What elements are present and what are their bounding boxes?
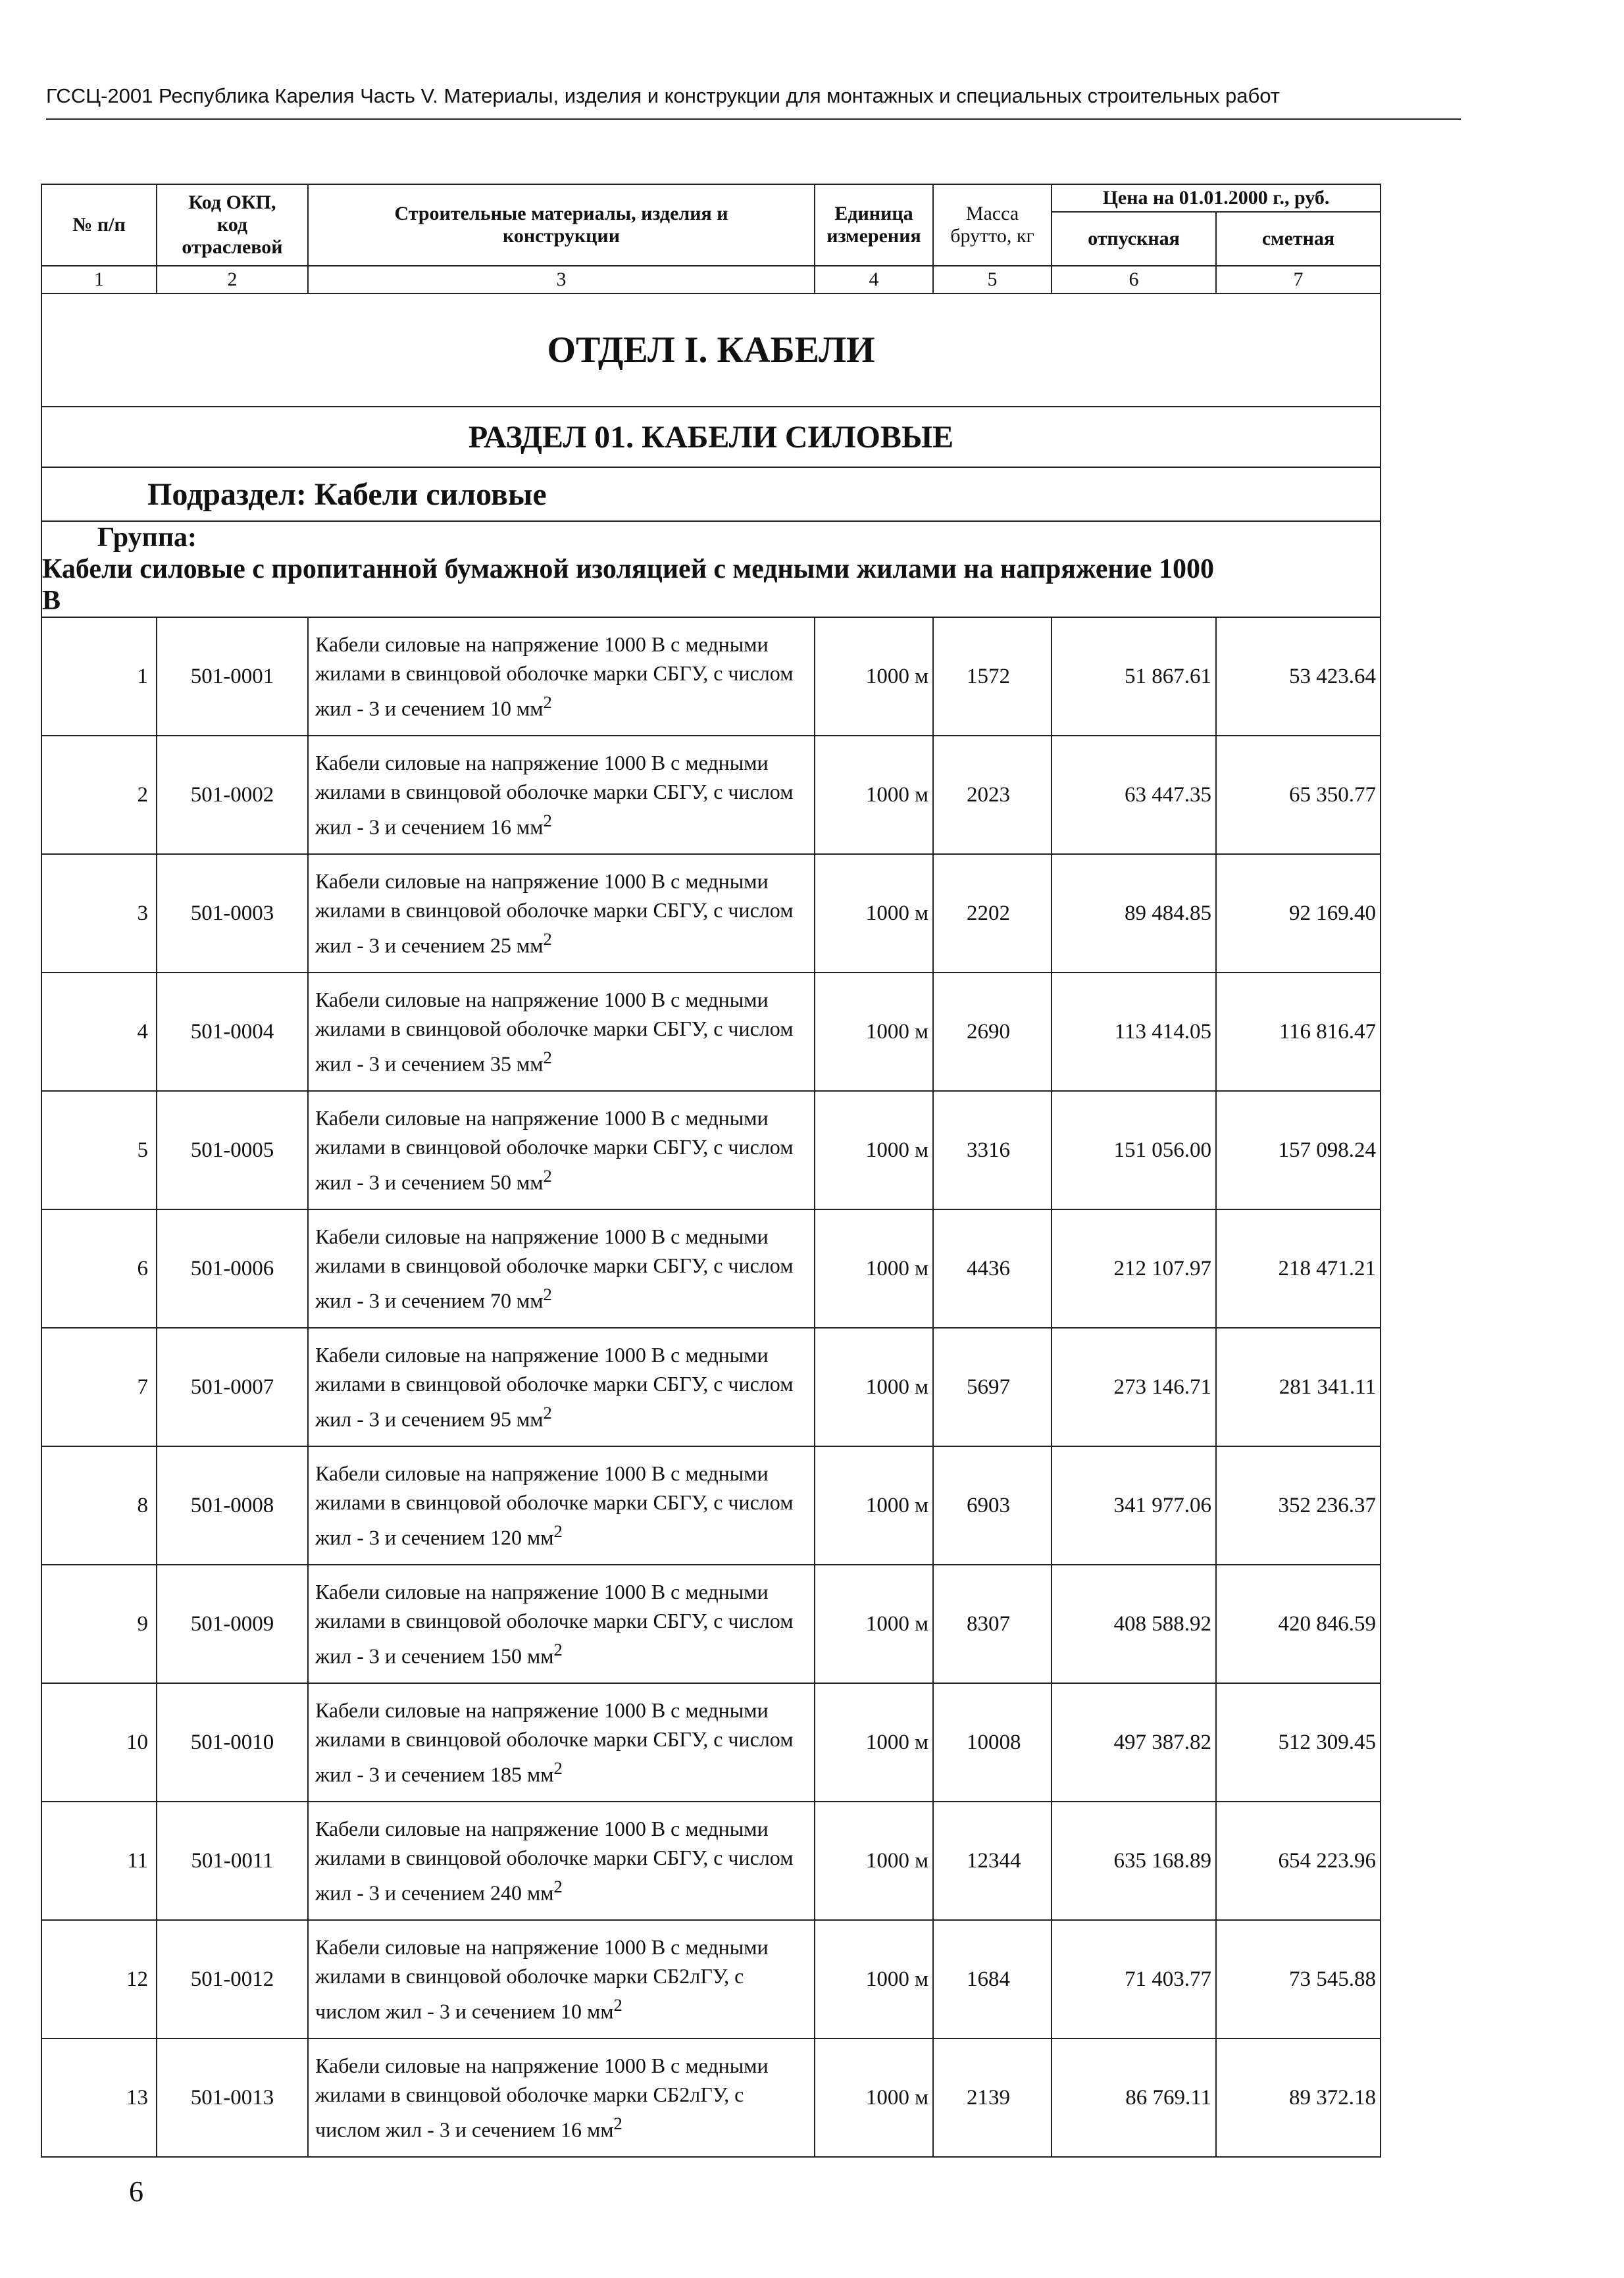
row-price-release <box>1052 1091 1216 1209</box>
row-unit-text: 1000 м <box>865 2085 928 2110</box>
row-name-superscript: 2 <box>553 1640 563 1660</box>
row-name-text: Кабели силовые на напряжение 1000 В с медными жилами в свинцовой оболочке марки СБГУ, с числом жил - 3 и сечением 25 мм <box>315 869 794 957</box>
header-price-release: отпускная <box>1052 212 1216 266</box>
row-price-estimate <box>1216 1802 1381 1920</box>
row-price-release-text: 341 977.06 <box>1113 1493 1211 1517</box>
row-unit-text: 1000 м <box>865 1848 928 1873</box>
row-price-estimate <box>1216 617 1381 736</box>
row-price-estimate <box>1216 854 1381 973</box>
row-name-superscript: 2 <box>543 929 552 949</box>
row-price-release <box>1052 736 1216 854</box>
row-number <box>41 2038 157 2157</box>
table-row <box>41 973 1381 1091</box>
row-mass-text: 6903 <box>967 1493 1010 1517</box>
row-price-estimate-text: 53 423.64 <box>1289 664 1377 688</box>
row-number-text: 11 <box>127 1848 148 1873</box>
row-unit <box>815 1683 933 1802</box>
column-number: 7 <box>1216 266 1381 293</box>
row-mass <box>933 1446 1052 1565</box>
row-code-text: 501-0005 <box>190 1138 274 1162</box>
column-number: 6 <box>1052 266 1216 293</box>
row-name-text: Кабели силовые на напряжение 1000 В с медными жилами в свинцовой оболочке марки СБГУ, с числом жил - 3 и сечением 95 мм <box>315 1343 794 1431</box>
row-price-release-text: 71 403.77 <box>1125 1967 1211 1991</box>
row-code-text: 501-0012 <box>190 1967 274 1991</box>
header-code <box>157 184 308 266</box>
row-unit <box>815 854 933 973</box>
row-code <box>157 1565 308 1683</box>
row-price-release <box>1052 1446 1216 1565</box>
row-mass <box>933 2038 1052 2157</box>
row-code <box>157 854 308 973</box>
row-name-superscript: 2 <box>543 1403 552 1423</box>
row-code-text: 501-0001 <box>190 664 274 688</box>
row-number-text: 10 <box>126 1730 148 1754</box>
row-unit <box>815 1802 933 1920</box>
header-num: № п/п <box>41 184 157 266</box>
row-price-release-text: 151 056.00 <box>1113 1138 1211 1162</box>
row-mass <box>933 1920 1052 2038</box>
table-row <box>41 1920 1381 2038</box>
row-price-release-text: 408 588.92 <box>1113 1611 1211 1636</box>
row-price-estimate-text: 654 223.96 <box>1278 1848 1377 1873</box>
row-number <box>41 1683 157 1802</box>
row-unit-text: 1000 м <box>865 1967 928 1991</box>
table-row <box>41 854 1381 973</box>
row-mass-text: 5697 <box>967 1375 1010 1399</box>
row-unit-text: 1000 м <box>865 1611 928 1636</box>
row-code-text: 501-0008 <box>190 1493 274 1517</box>
row-name <box>308 854 815 973</box>
row-price-release-text: 273 146.71 <box>1113 1375 1211 1399</box>
row-number-text: 12 <box>126 1967 148 1991</box>
row-mass <box>933 1802 1052 1920</box>
row-number <box>41 736 157 854</box>
row-number <box>41 1920 157 2038</box>
row-name <box>308 1683 815 1802</box>
row-mass <box>933 736 1052 854</box>
row-name <box>308 617 815 736</box>
row-name-text: Кабели силовые на напряжение 1000 В с медными жилами в свинцовой оболочке марки СБГУ, с числом жил - 3 и сечением 50 мм <box>315 1106 794 1194</box>
row-mass-text: 2690 <box>967 1019 1010 1044</box>
row-price-release <box>1052 854 1216 973</box>
table-row <box>41 1802 1381 1920</box>
running-header: ГССЦ-2001 Республика Карелия Часть V. Материалы, изделия и конструкции для монтажных и специальных строительных работ <box>46 84 1280 107</box>
row-name-text: Кабели силовые на напряжение 1000 В с медными жилами в свинцовой оболочке марки СБ2лГУ, с числом жил - 3 и сечением 16 мм <box>315 2054 769 2142</box>
row-number-text: 3 <box>137 901 148 925</box>
row-mass <box>933 617 1052 736</box>
row-code-text: 501-0009 <box>190 1611 274 1636</box>
row-price-release <box>1052 2038 1216 2157</box>
row-name-text: Кабели силовые на напряжение 1000 В с медными жилами в свинцовой оболочке марки СБГУ, с числом жил - 3 и сечением 120 мм <box>315 1461 794 1550</box>
row-price-release <box>1052 1920 1216 2038</box>
row-price-estimate-text: 420 846.59 <box>1278 1611 1377 1636</box>
row-unit <box>815 1328 933 1446</box>
row-unit-text: 1000 м <box>865 782 928 807</box>
row-name-text: Кабели силовые на напряжение 1000 В с медными жилами в свинцовой оболочке марки СБГУ, с числом жил - 3 и сечением 240 мм <box>315 1817 794 1905</box>
row-name-superscript: 2 <box>543 1166 552 1186</box>
column-number: 2 <box>157 266 308 293</box>
row-name <box>308 736 815 854</box>
row-name-text: Кабели силовые на напряжение 1000 В с медными жилами в свинцовой оболочке марки СБГУ, с числом жил - 3 и сечением 10 мм <box>315 632 794 721</box>
row-price-release <box>1052 1209 1216 1328</box>
row-name-superscript: 2 <box>613 2113 622 2134</box>
row-price-release-text: 89 484.85 <box>1125 901 1211 925</box>
row-name <box>308 2038 815 2157</box>
row-number <box>41 854 157 973</box>
header-unit: Единица измерения <box>815 184 933 266</box>
row-unit <box>815 1920 933 2038</box>
row-number-text: 5 <box>137 1138 148 1162</box>
row-mass-text: 10008 <box>967 1730 1021 1754</box>
razdel-title: РАЗДЕЛ 01. КАБЕЛИ СИЛОВЫЕ <box>41 407 1381 467</box>
row-number <box>41 1565 157 1683</box>
table-row <box>41 2038 1381 2157</box>
row-number-text: 4 <box>137 1019 148 1044</box>
table-row <box>41 1565 1381 1683</box>
row-code-text: 501-0004 <box>190 1019 274 1044</box>
row-code <box>157 1446 308 1565</box>
row-number <box>41 973 157 1091</box>
row-name <box>308 1091 815 1209</box>
row-number <box>41 1328 157 1446</box>
row-unit <box>815 736 933 854</box>
row-unit <box>815 1446 933 1565</box>
row-price-release-text: 51 867.61 <box>1125 664 1211 688</box>
row-code <box>157 1328 308 1446</box>
row-mass-text: 3316 <box>967 1138 1010 1162</box>
gruppa-title <box>41 521 1381 617</box>
row-price-release-text: 635 168.89 <box>1113 1848 1211 1873</box>
row-mass-text: 2139 <box>967 2085 1010 2110</box>
row-price-release <box>1052 1802 1216 1920</box>
row-mass-text: 2202 <box>967 901 1010 925</box>
row-price-estimate-text: 352 236.37 <box>1278 1493 1377 1517</box>
row-name-text: Кабели силовые на напряжение 1000 В с медными жилами в свинцовой оболочке марки СБГУ, с числом жил - 3 и сечением 35 мм <box>315 988 794 1076</box>
row-price-release-text: 63 447.35 <box>1125 782 1211 807</box>
column-number: 5 <box>933 266 1052 293</box>
row-mass <box>933 1328 1052 1446</box>
row-mass-text: 1572 <box>967 664 1010 688</box>
table-row <box>41 736 1381 854</box>
row-code <box>157 1209 308 1328</box>
row-mass <box>933 973 1052 1091</box>
row-code-text: 501-0002 <box>190 782 274 807</box>
row-name-superscript: 2 <box>543 1048 552 1068</box>
row-unit-text: 1000 м <box>865 1493 928 1517</box>
row-mass <box>933 1565 1052 1683</box>
row-unit-text: 1000 м <box>865 1375 928 1399</box>
row-code <box>157 736 308 854</box>
row-mass <box>933 854 1052 973</box>
table-row <box>41 1683 1381 1802</box>
price-table <box>41 184 1381 2158</box>
gruppa-text: Кабели силовые с пропитанной бумажной изоляцией с медными жилами на напряжение 1000 В <box>42 554 1215 616</box>
row-price-estimate-text: 89 372.18 <box>1289 2085 1377 2110</box>
row-number-text: 13 <box>126 2085 148 2110</box>
row-number-text: 6 <box>137 1256 148 1280</box>
row-mass-text: 8307 <box>967 1611 1010 1636</box>
row-number-text: 2 <box>137 782 148 807</box>
row-price-estimate <box>1216 2038 1381 2157</box>
row-name-superscript: 2 <box>543 811 552 831</box>
column-number: 1 <box>41 266 157 293</box>
row-mass <box>933 1091 1052 1209</box>
row-unit-text: 1000 м <box>865 1019 928 1044</box>
header-code-line3: отраслевой <box>182 236 283 258</box>
row-price-estimate <box>1216 1209 1381 1328</box>
row-mass <box>933 1683 1052 1802</box>
row-code-text: 501-0011 <box>191 1848 274 1873</box>
row-price-estimate-text: 92 169.40 <box>1289 901 1377 925</box>
row-unit-text: 1000 м <box>865 664 928 688</box>
row-code <box>157 1802 308 1920</box>
row-number <box>41 617 157 736</box>
row-code <box>157 617 308 736</box>
row-price-release <box>1052 1565 1216 1683</box>
row-unit-text: 1000 м <box>865 901 928 925</box>
row-name-superscript: 2 <box>553 1758 563 1779</box>
header-mass: Масса брутто, кг <box>933 184 1052 266</box>
row-code-text: 501-0007 <box>190 1375 274 1399</box>
header-rule <box>46 118 1461 120</box>
row-mass-text: 12344 <box>967 1848 1021 1873</box>
header-price-estimate: сметная <box>1216 212 1381 266</box>
row-code <box>157 973 308 1091</box>
row-number <box>41 1446 157 1565</box>
row-mass-text: 1684 <box>967 1967 1010 1991</box>
column-number-row <box>41 266 1381 293</box>
row-code-text: 501-0013 <box>190 2085 274 2110</box>
row-price-release-text: 86 769.11 <box>1125 2085 1211 2110</box>
row-price-release-text: 497 387.82 <box>1113 1730 1211 1754</box>
row-name-text: Кабели силовые на напряжение 1000 В с медными жилами в свинцовой оболочке марки СБГУ, с числом жил - 3 и сечением 150 мм <box>315 1580 794 1668</box>
row-number <box>41 1802 157 1920</box>
header-code-line1: Код ОКП, <box>188 191 276 213</box>
row-unit-text: 1000 м <box>865 1138 928 1162</box>
row-price-release-text: 113 414.05 <box>1114 1019 1211 1044</box>
row-name <box>308 1920 815 2038</box>
column-number: 3 <box>308 266 815 293</box>
gruppa-label: Группа: <box>97 522 197 553</box>
row-price-estimate-text: 281 341.11 <box>1279 1375 1377 1399</box>
row-number-text: 8 <box>137 1493 148 1517</box>
row-code-text: 501-0010 <box>190 1730 274 1754</box>
row-price-release <box>1052 1328 1216 1446</box>
row-price-estimate-text: 512 309.45 <box>1278 1730 1377 1754</box>
table-row <box>41 1209 1381 1328</box>
row-price-estimate <box>1216 1920 1381 2038</box>
row-mass-text: 2023 <box>967 782 1010 807</box>
row-price-estimate-text: 157 098.24 <box>1278 1138 1377 1162</box>
column-number: 4 <box>815 266 933 293</box>
row-price-release <box>1052 617 1216 736</box>
row-name-text: Кабели силовые на напряжение 1000 В с медными жилами в свинцовой оболочке марки СБ2лГУ, с числом жил - 3 и сечением 10 мм <box>315 1935 769 2023</box>
row-code-text: 501-0006 <box>190 1256 274 1280</box>
row-number <box>41 1209 157 1328</box>
row-unit <box>815 973 933 1091</box>
row-code-text: 501-0003 <box>190 901 274 925</box>
row-price-estimate-text: 218 471.21 <box>1278 1256 1377 1280</box>
row-price-estimate-text: 65 350.77 <box>1289 782 1377 807</box>
row-number-text: 7 <box>137 1375 148 1399</box>
row-price-estimate-text: 116 816.47 <box>1279 1019 1377 1044</box>
row-price-estimate <box>1216 736 1381 854</box>
header-price-group: Цена на 01.01.2000 г., руб. <box>1052 184 1381 212</box>
row-price-estimate <box>1216 1565 1381 1683</box>
header-name: Строительные материалы, изделия и конструкции <box>308 184 815 266</box>
row-price-estimate <box>1216 1683 1381 1802</box>
row-unit <box>815 1209 933 1328</box>
row-number-text: 9 <box>137 1611 148 1636</box>
page-number: 6 <box>129 2175 143 2208</box>
row-name-superscript: 2 <box>553 1521 563 1542</box>
row-name-text: Кабели силовые на напряжение 1000 В с медными жилами в свинцовой оболочке марки СБГУ, с числом жил - 3 и сечением 16 мм <box>315 751 794 839</box>
row-mass <box>933 1209 1052 1328</box>
table-row <box>41 617 1381 736</box>
row-name <box>308 973 815 1091</box>
row-unit <box>815 617 933 736</box>
row-code <box>157 1920 308 2038</box>
row-name <box>308 1446 815 1565</box>
row-name-superscript: 2 <box>553 1877 563 1897</box>
row-name <box>308 1209 815 1328</box>
row-unit <box>815 2038 933 2157</box>
row-unit <box>815 1565 933 1683</box>
row-name-text: Кабели силовые на напряжение 1000 В с медными жилами в свинцовой оболочке марки СБГУ, с числом жил - 3 и сечением 70 мм <box>315 1225 794 1313</box>
otdel-title: ОТДЕЛ I. КАБЕЛИ <box>41 293 1381 407</box>
row-number <box>41 1091 157 1209</box>
row-mass-text: 4436 <box>967 1256 1010 1280</box>
row-price-release-text: 212 107.97 <box>1113 1256 1211 1280</box>
row-code <box>157 2038 308 2157</box>
row-price-release <box>1052 1683 1216 1802</box>
row-price-release <box>1052 973 1216 1091</box>
row-name-superscript: 2 <box>543 1284 552 1305</box>
row-name-text: Кабели силовые на напряжение 1000 В с медными жилами в свинцовой оболочке марки СБГУ, с числом жил - 3 и сечением 185 мм <box>315 1698 794 1786</box>
table-row <box>41 1328 1381 1446</box>
row-price-estimate <box>1216 1091 1381 1209</box>
row-price-estimate <box>1216 1328 1381 1446</box>
row-name <box>308 1328 815 1446</box>
table-row <box>41 1446 1381 1565</box>
row-unit-text: 1000 м <box>865 1256 928 1280</box>
row-code <box>157 1683 308 1802</box>
row-price-estimate <box>1216 1446 1381 1565</box>
podrazdel-title: Подраздел: Кабели силовые <box>41 467 1381 521</box>
table-row <box>41 1091 1381 1209</box>
row-price-estimate <box>1216 973 1381 1091</box>
row-unit <box>815 1091 933 1209</box>
row-unit-text: 1000 м <box>865 1730 928 1754</box>
row-name <box>308 1565 815 1683</box>
table-body <box>41 617 1381 2157</box>
row-name-superscript: 2 <box>613 1995 622 2015</box>
row-name <box>308 1802 815 1920</box>
row-price-estimate-text: 73 545.88 <box>1289 1967 1377 1991</box>
row-number-text: 1 <box>137 664 148 688</box>
row-name-superscript: 2 <box>543 692 552 713</box>
header-code-line2: код <box>216 214 248 236</box>
row-code <box>157 1091 308 1209</box>
